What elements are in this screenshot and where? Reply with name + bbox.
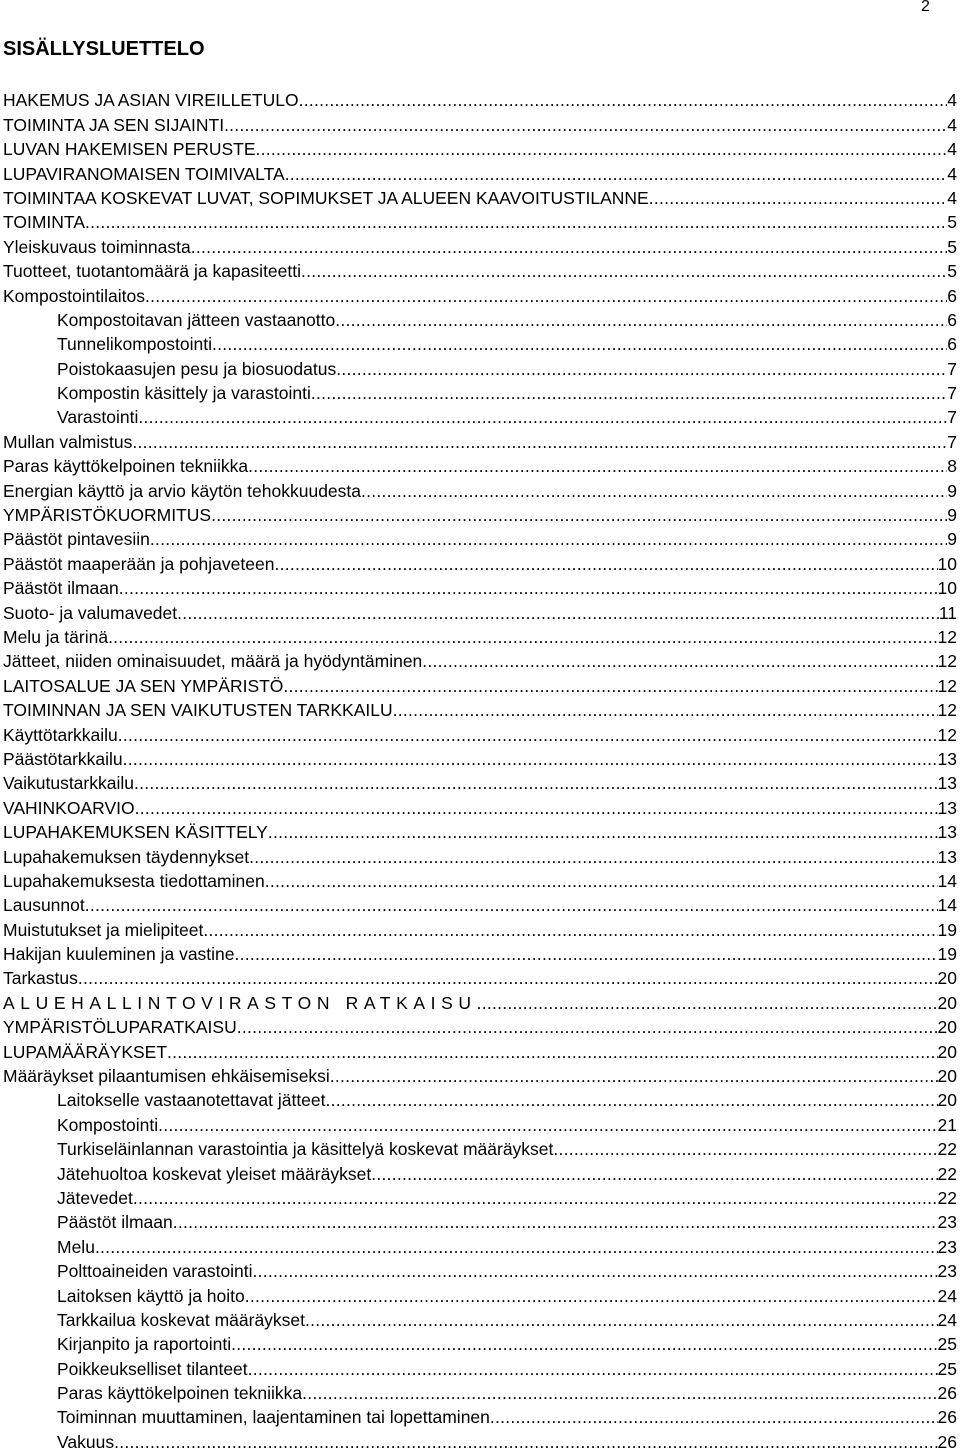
- toc-entry[interactable]: [3, 1307, 957, 1331]
- dot-leader: [203, 919, 937, 941]
- toc-entry[interactable]: [3, 916, 957, 940]
- dot-leader: [108, 626, 937, 648]
- dot-leader: [268, 821, 938, 843]
- toc-entry[interactable]: [3, 892, 957, 916]
- toc-entry-page: 26: [937, 1383, 957, 1404]
- toc-entry-page: 20: [937, 1090, 957, 1111]
- dot-leader: [173, 1211, 938, 1233]
- toc-entry-page: 23: [937, 1212, 957, 1233]
- dot-leader: [231, 1333, 937, 1355]
- toc-entry-page: 9: [947, 505, 957, 526]
- toc-entry-title: Lausunnot: [3, 895, 85, 916]
- toc-entry-title: Paras käyttökelpoinen tekniikka: [57, 1383, 303, 1404]
- toc-entry-page: 13: [937, 797, 957, 818]
- toc-entry-title: Jätevedet: [57, 1187, 133, 1208]
- toc-entry[interactable]: [3, 502, 957, 526]
- toc-entry[interactable]: [3, 526, 957, 550]
- toc-entry-title: LUPAVIRANOMAISEN TOIMIVALTA: [3, 163, 285, 184]
- toc-entry[interactable]: [3, 1404, 957, 1428]
- toc-entry[interactable]: [3, 1063, 957, 1087]
- dot-leader: [249, 846, 937, 868]
- toc-entry-title: TOIMINNAN JA SEN VAIKUTUSTEN TARKKAILU: [3, 700, 393, 721]
- toc-entry[interactable]: [3, 1160, 957, 1184]
- dot-leader: [138, 406, 947, 428]
- toc-entry[interactable]: [3, 282, 957, 306]
- dot-leader: [371, 1163, 937, 1185]
- dot-leader: [285, 163, 948, 185]
- toc-entry[interactable]: [3, 160, 957, 184]
- toc-entry-page: 24: [937, 1309, 957, 1330]
- dot-leader: [212, 333, 947, 355]
- toc-entry[interactable]: [3, 209, 957, 233]
- toc-entry-title: Turkiseläinlannan varastointia ja käsittelyä koskevat määräykset: [57, 1139, 554, 1160]
- toc-entry-page: 4: [947, 163, 957, 184]
- toc-entry-title: Jätehuoltoa koskevat yleiset määräykset: [57, 1163, 372, 1184]
- toc-entry-title: YMPÄRISTÖKUORMITUS: [3, 505, 212, 526]
- toc-entry-title: Energian käyttö ja arvio käytön tehokkuudesta: [3, 480, 361, 501]
- dot-leader: [167, 1041, 938, 1063]
- toc-entry-page: 7: [947, 358, 957, 379]
- toc-entry-page: 12: [937, 626, 957, 647]
- toc-entry-page: 7: [947, 431, 957, 452]
- toc-entry-title: TOIMINTA: [3, 212, 85, 233]
- toc-entry[interactable]: [3, 1233, 957, 1257]
- toc-entry-page: 12: [937, 700, 957, 721]
- toc-entry-page: 20: [937, 968, 957, 989]
- toc-entry-title: Toiminnan muuttaminen, laajentaminen tai lopettaminen: [57, 1407, 490, 1428]
- toc-entry-title: Mullan valmistus: [3, 431, 133, 452]
- toc-entry-title: Kompostin käsittely ja varastointi: [57, 383, 311, 404]
- toc-entry-page: 13: [937, 748, 957, 769]
- dot-leader: [248, 1358, 938, 1380]
- toc-entry-page: 14: [937, 895, 957, 916]
- toc-entry-title: Poistokaasujen pesu ja biosuodatus: [57, 358, 337, 379]
- toc-entry-page: 13: [937, 846, 957, 867]
- toc-entry-page: 9: [947, 480, 957, 501]
- toc-entry-title: Polttoaineiden varastointi: [57, 1261, 253, 1282]
- toc-entry-page: 9: [947, 529, 957, 550]
- dot-leader: [85, 894, 938, 916]
- toc-entry-page: 4: [947, 114, 957, 135]
- toc-entry-page: 5: [947, 236, 957, 257]
- dot-leader: [553, 1138, 937, 1160]
- toc-entry-page: 4: [947, 187, 957, 208]
- toc-entry-title: Varastointi: [57, 407, 139, 428]
- dot-leader: [422, 650, 937, 672]
- toc-entry-title: HAKEMUS JA ASIAN VIREILLETULO: [3, 90, 299, 111]
- toc-entry[interactable]: [3, 453, 957, 477]
- dot-leader: [302, 1382, 937, 1404]
- dot-leader: [326, 1089, 938, 1111]
- toc-entry-title: Melu: [57, 1236, 95, 1257]
- toc-entry-title: Hakijan kuuleminen ja vastine: [3, 944, 235, 965]
- toc-entry[interactable]: [3, 428, 957, 452]
- toc-entry-title: Muistutukset ja mielipiteet: [3, 919, 204, 940]
- toc-entry[interactable]: [3, 575, 957, 599]
- toc-entry[interactable]: [3, 1185, 957, 1209]
- dot-leader: [274, 553, 937, 575]
- toc-entry-title: TOIMINTAA KOSKEVAT LUVAT, SOPIMUKSET JA ALUEEN KAAVOITUSTILANNE: [3, 187, 649, 208]
- toc-entry-title: Lupahakemuksen täydennykset: [3, 846, 250, 867]
- dot-leader: [211, 504, 947, 526]
- toc-entry-page: 26: [937, 1431, 957, 1452]
- toc-entry[interactable]: [3, 989, 957, 1013]
- toc-entry-page: 13: [937, 822, 957, 843]
- toc-entry-page: 20: [937, 992, 957, 1013]
- toc-entry-page: 20: [937, 1041, 957, 1062]
- toc-entry-title: Tarkkailua koskevat määräykset: [57, 1309, 306, 1330]
- toc-entry-title: Kompostoitavan jätteen vastaanotto: [57, 309, 336, 330]
- toc-entry-page: 12: [937, 651, 957, 672]
- toc-entry-title: Kompostointilaitos: [3, 285, 146, 306]
- toc-entry-title: Tuotteet, tuotantomäärä ja kapasiteetti: [3, 261, 302, 282]
- toc-entry-title: Päästöt ilmaan: [3, 578, 119, 599]
- toc-entry-page: 26: [937, 1407, 957, 1428]
- toc-entry[interactable]: [3, 599, 957, 623]
- toc-entry[interactable]: [3, 770, 957, 794]
- toc-entry-title: Yleiskuvaus toiminnasta: [3, 236, 191, 257]
- toc-entry-title: LUVAN HAKEMISEN PERUSTE: [3, 139, 256, 160]
- dot-leader: [330, 1065, 938, 1087]
- toc-entry-title: LUPAMÄÄRÄYKSET: [3, 1041, 168, 1062]
- toc-entry-title: Melu ja tärinä: [3, 626, 109, 647]
- table-of-contents: [3, 87, 957, 1453]
- toc-entry[interactable]: [3, 746, 957, 770]
- toc-entry-page: 7: [947, 407, 957, 428]
- toc-entry[interactable]: [3, 697, 957, 721]
- toc-entry-page: 19: [937, 944, 957, 965]
- dot-leader: [134, 772, 938, 794]
- dot-leader: [224, 114, 947, 136]
- toc-entry-title: Päästöt ilmaan: [57, 1212, 173, 1233]
- dot-leader: [78, 967, 938, 989]
- toc-entry-title: Käyttötarkkailu: [3, 724, 118, 745]
- toc-entry[interactable]: [3, 965, 957, 989]
- toc-entry[interactable]: [3, 1258, 957, 1282]
- dot-leader: [235, 943, 938, 965]
- toc-entry[interactable]: [3, 111, 957, 135]
- toc-entry-title: Kirjanpito ja raportointi: [57, 1334, 232, 1355]
- toc-entry-page: 7: [947, 383, 957, 404]
- toc-entry-page: 6: [947, 309, 957, 330]
- toc-entry[interactable]: [3, 1380, 957, 1404]
- dot-leader: [253, 1260, 938, 1282]
- toc-entry[interactable]: [3, 1136, 957, 1160]
- page-number: 2: [921, 0, 930, 15]
- dot-leader: [305, 1309, 938, 1331]
- toc-entry[interactable]: [3, 355, 957, 379]
- dot-leader: [477, 992, 938, 1014]
- dot-leader: [393, 699, 938, 721]
- dot-leader: [361, 480, 947, 502]
- toc-entry-title: TOIMINTA JA SEN SIJAINTI: [3, 114, 225, 135]
- toc-entry-title: Jätteet, niiden ominaisuudet, määrä ja hyödyntäminen: [3, 651, 423, 672]
- toc-entry-page: 12: [937, 724, 957, 745]
- toc-entry-title: Suoto- ja valumavedet: [3, 602, 178, 623]
- toc-entry[interactable]: [3, 794, 957, 818]
- toc-entry-title: Tunnelikompostointi: [57, 334, 212, 355]
- dot-leader: [301, 260, 947, 282]
- toc-entry-page: 19: [937, 919, 957, 940]
- toc-entry-page: 25: [937, 1334, 957, 1355]
- toc-entry[interactable]: [3, 331, 957, 355]
- dot-leader: [123, 748, 938, 770]
- toc-entry-page: 22: [937, 1139, 957, 1160]
- toc-entry-page: 8: [947, 456, 957, 477]
- toc-entry-title: ALUEHALLINTOVIRASTON RATKAISU: [3, 992, 477, 1013]
- toc-entry-page: 20: [937, 1017, 957, 1038]
- toc-entry-title: LAITOSALUE JA SEN YMPÄRISTÖ: [3, 675, 284, 696]
- toc-entry-title: Poikkeukselliset tilanteet: [57, 1358, 248, 1379]
- toc-entry-page: 4: [947, 90, 957, 111]
- toc-entry-page: 23: [937, 1261, 957, 1282]
- toc-entry-page: 25: [937, 1358, 957, 1379]
- dot-leader: [177, 602, 939, 624]
- dot-leader: [649, 187, 948, 209]
- dot-leader: [191, 236, 948, 258]
- toc-entry-page: 20: [937, 1066, 957, 1087]
- toc-entry-title: Kompostointi: [57, 1114, 159, 1135]
- toc-entry[interactable]: [3, 843, 957, 867]
- toc-entry[interactable]: [3, 136, 957, 160]
- toc-entry-page: 22: [937, 1163, 957, 1184]
- dot-leader: [158, 1114, 937, 1136]
- toc-entry[interactable]: [3, 1014, 957, 1038]
- toc-entry-title: Määräykset pilaantumisen ehkäisemiseksi: [3, 1066, 330, 1087]
- toc-entry[interactable]: [3, 941, 957, 965]
- dot-leader: [150, 528, 947, 550]
- toc-entry-title: LUPAHAKEMUKSEN KÄSITTELY: [3, 822, 268, 843]
- toc-entry-page: 24: [937, 1285, 957, 1306]
- toc-entry[interactable]: [3, 672, 957, 696]
- dot-leader: [132, 431, 947, 453]
- toc-entry[interactable]: [3, 258, 957, 282]
- dot-leader: [118, 724, 938, 746]
- dot-leader: [248, 455, 947, 477]
- dot-leader: [145, 285, 947, 307]
- toc-entry-page: 10: [937, 553, 957, 574]
- toc-entry-title: Päästötarkkailu: [3, 748, 123, 769]
- toc-entry[interactable]: [3, 868, 957, 892]
- toc-entry-title: Vakuus: [57, 1431, 115, 1452]
- toc-entry-page: 13: [937, 773, 957, 794]
- toc-entry-page: 22: [937, 1187, 957, 1208]
- dot-leader: [95, 1236, 938, 1258]
- toc-entry[interactable]: [3, 185, 957, 209]
- toc-entry-page: 10: [937, 578, 957, 599]
- toc-entry[interactable]: [3, 819, 957, 843]
- toc-entry-page: 14: [937, 870, 957, 891]
- toc-entry-title: Laitokselle vastaanotettavat jätteet: [57, 1090, 326, 1111]
- toc-entry-page: 6: [947, 334, 957, 355]
- dot-leader: [490, 1406, 938, 1428]
- toc-entry-title: Tarkastus: [3, 968, 78, 989]
- dot-leader: [85, 211, 947, 233]
- dot-leader: [336, 358, 947, 380]
- toc-entry-page: 11: [938, 602, 957, 623]
- toc-entry-page: 5: [947, 261, 957, 282]
- toc-entry-page: 6: [947, 285, 957, 306]
- toc-entry[interactable]: [3, 477, 957, 501]
- toc-entry-page: 4: [947, 139, 957, 160]
- dot-leader: [237, 1016, 938, 1038]
- toc-entry[interactable]: [3, 1038, 957, 1062]
- toc-entry[interactable]: [3, 1209, 957, 1233]
- toc-entry-page: 12: [937, 675, 957, 696]
- toc-entry[interactable]: [3, 721, 957, 745]
- toc-entry[interactable]: [3, 380, 957, 404]
- toc-entry[interactable]: [3, 624, 957, 648]
- toc-entry[interactable]: [3, 1087, 957, 1111]
- toc-entry-title: Paras käyttökelpoinen tekniikka: [3, 456, 249, 477]
- toc-entry-page: 21: [937, 1114, 957, 1135]
- toc-entry-title: Vaikutustarkkailu: [3, 773, 134, 794]
- dot-leader: [265, 870, 938, 892]
- toc-entry-title: Päästöt maaperään ja pohjaveteen: [3, 553, 275, 574]
- toc-entry-title: YMPÄRISTÖLUPARATKAISU: [3, 1017, 237, 1038]
- dot-leader: [119, 577, 938, 599]
- toc-entry[interactable]: [3, 1428, 957, 1452]
- toc-entry-title: Lupahakemuksesta tiedottaminen: [3, 870, 265, 891]
- toc-entry-page: 5: [947, 212, 957, 233]
- dot-leader: [335, 309, 947, 331]
- dot-leader: [311, 382, 947, 404]
- toc-entry[interactable]: [3, 87, 957, 111]
- dot-leader: [135, 797, 938, 819]
- toc-entry-title: Päästöt pintavesiin: [3, 529, 150, 550]
- toc-entry-page: 23: [937, 1236, 957, 1257]
- toc-entry[interactable]: [3, 307, 957, 331]
- dot-leader: [299, 89, 948, 111]
- toc-entry[interactable]: [3, 1355, 957, 1379]
- toc-entry-title: Laitoksen käyttö ja hoito: [57, 1285, 245, 1306]
- toc-entry[interactable]: [3, 1111, 957, 1135]
- toc-entry[interactable]: [3, 648, 957, 672]
- dot-leader: [256, 138, 948, 160]
- toc-entry[interactable]: [3, 550, 957, 574]
- dot-leader: [114, 1431, 937, 1453]
- document-title: SISÄLLYSLUETTELO: [3, 38, 205, 60]
- dot-leader: [283, 675, 937, 697]
- toc-entry[interactable]: [3, 1331, 957, 1355]
- toc-entry[interactable]: [3, 404, 957, 428]
- toc-entry[interactable]: [3, 1282, 957, 1306]
- toc-entry[interactable]: [3, 233, 957, 257]
- dot-leader: [245, 1285, 938, 1307]
- toc-entry-title: VAHINKOARVIO: [3, 797, 135, 818]
- dot-leader: [133, 1187, 938, 1209]
